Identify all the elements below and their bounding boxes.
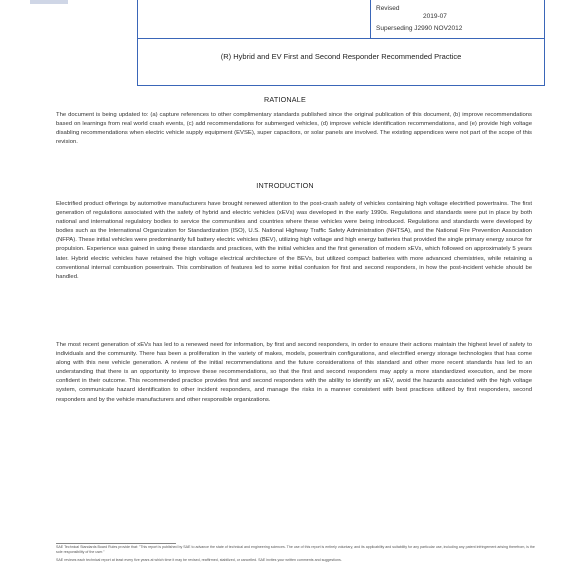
footnote-2: SAE reviews each technical report at least every five years at which time it may be revised, reaffirmed, stabilized, or cancelled. SAE invites your written comments and suggestions. [56,558,342,562]
revised-label: Revised [376,5,400,12]
introduction-paragraph-1: Electrified product offerings by automotive manufacturers have brought renewed attention to the post-crash safety of vehicles containing high voltage electrified powertrains. The first generation of regulations associated with the safety of hybrid and electric vehicles (xEVs) was developed in the early 1990s. Regulations and standards were put in place by both national and international regulatory bodies to service the communities and countries where these vehicles were being introduced. Regulations and standards were developed by bodies such as the International Organization for Standardization (ISO), U.S. National Highway Traffic Safety Administration (NHTSA), and the National Fire Prevention Association (NFPA). These initial vehicles were predominantly full battery electric vehicles (BEV), utilizing high voltage and high energy batteries that provided the single primary energy source for propulsion. Experience was gained in using these standards and practices, with the initial vehicles and the first generation of modern xEVs, which followed on approximately 5 years later. Hybrid electric vehicles have retained the high voltage electrical architecture of the BEVs, but utilized compact batteries with more advanced chemistries, while retaining a conventional internal combustion powertrain. This combination of features led to some initial confusion for first and second responders, in how the post-incident vehicle should be handled. [56,201,532,280]
header-left-cell [138,0,371,38]
logo-fragment [30,0,68,4]
header-top-row [138,0,544,39]
rationale-paragraph: The document is being updated to: (a) capture references to other complimentary standards published since the original publication of this document, (b) improve recommendations based on learnings from real world crash events, (c) add recommendations for submerged vehicles, (d) improve vehicle identification recommendations, and (e) provide high voltage disabling recommendations when electric vehicle supply equipment (EVSE), super capacitors, or solar panels are involved. The existing appendices were not part of the scope of this revision. [56,112,532,146]
rationale-heading: RATIONALE [263,95,306,104]
document-header [137,0,545,86]
superseding-text: Superseding J2990 NOV2012 [376,25,463,32]
introduction-paragraph-2: The most recent generation of xEVs has led to a renewed need for information, by first and second responders, in order to ensure their actions maintain the highest level of safety to individuals and the community. There has been a proliferation in the variety of makes, models, powertrain configurations, and electrified energy storage technologies that has come along with this new vehicle generation. A review of the initial recommendations and the future considerations of this standard and other more recent standards has led to an understanding that there is an opportunity to improve these recommendations, so that the first and second responders may apply a more standardized execution, and be more confident in their outcome. This recommended practice provides first and second responders with the ability to identify an xEV, avoid the hazards associated with the high voltage system, communicate hazard identification to other incident responders, and manage the risks in a manner consistent with best practices utilized by first responders, second responders and by the vehicle manufacturers and other responsible organizations. [56,342,532,403]
revised-date: 2019-07 [423,13,447,20]
introduction-heading: INTRODUCTION [256,181,314,190]
footnote-1: SAE Technical Standards Board Rules provide that: "This report is published by SAE to advance the state of technical and engineering sciences. The use of this report is entirely voluntary, and its applicability and suitability for any particular use, including any patent infringement arising therefrom, is the sole responsibility of the user." [56,545,535,554]
footnote-divider [56,543,176,544]
document-title: (R) Hybrid and EV First and Second Responder Recommended Practice [220,52,462,61]
